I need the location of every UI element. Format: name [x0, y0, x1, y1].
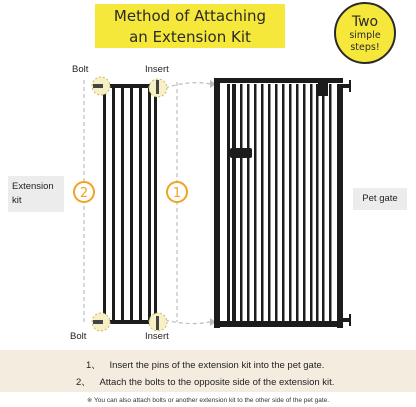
badge-line-3: steps! [350, 42, 380, 53]
instruction-2-number: 2、 [76, 377, 91, 388]
bolt-label-top: Bolt [72, 64, 89, 75]
step-two-marker [74, 182, 94, 202]
bolt-label-bottom: Bolt [70, 331, 87, 342]
mount-right-bottom [343, 318, 349, 322]
insert-pin-bottom [156, 316, 159, 330]
instruction-1 [86, 357, 324, 371]
bolt-icon-bottom [93, 320, 103, 324]
step-one-number: 1 [172, 186, 182, 201]
instruction-2-text: Attach the bolts to the opposite side of the extension kit. [99, 377, 335, 388]
instruction-1-number: 1、 [86, 360, 101, 371]
guide-arrow-top [165, 83, 210, 88]
badge-line-1: Two [351, 14, 379, 30]
gate-latch [230, 148, 252, 158]
insert-pin-top [156, 80, 159, 94]
instruction-1-text: Insert the pins of the extension kit into the pet gate. [109, 360, 325, 371]
title-line-1: Method of Attaching [113, 7, 267, 25]
gate-hinge-top [318, 82, 328, 96]
badge-line-2: simple [349, 30, 381, 41]
title-line-2: an Extension Kit [129, 28, 251, 46]
pet-gate-panel [214, 78, 351, 328]
guide-arrow-bottom [165, 320, 210, 324]
step-two-number: 2 [79, 186, 89, 201]
insert-label-bottom: Insert [145, 331, 169, 342]
footnote: ※ You can also attach bolts or another extension kit to the other side of the pet gate. [86, 397, 330, 404]
extension-kit-label: Extension kit [8, 176, 64, 212]
insert-label-top: Insert [145, 64, 169, 75]
pet-gate-label: Pet gate [353, 188, 407, 210]
mount-right-top [343, 84, 349, 88]
extension-kit-panel [101, 84, 157, 324]
step-one-marker [167, 182, 187, 202]
bolt-icon-top [93, 84, 103, 88]
instruction-2 [76, 374, 334, 388]
